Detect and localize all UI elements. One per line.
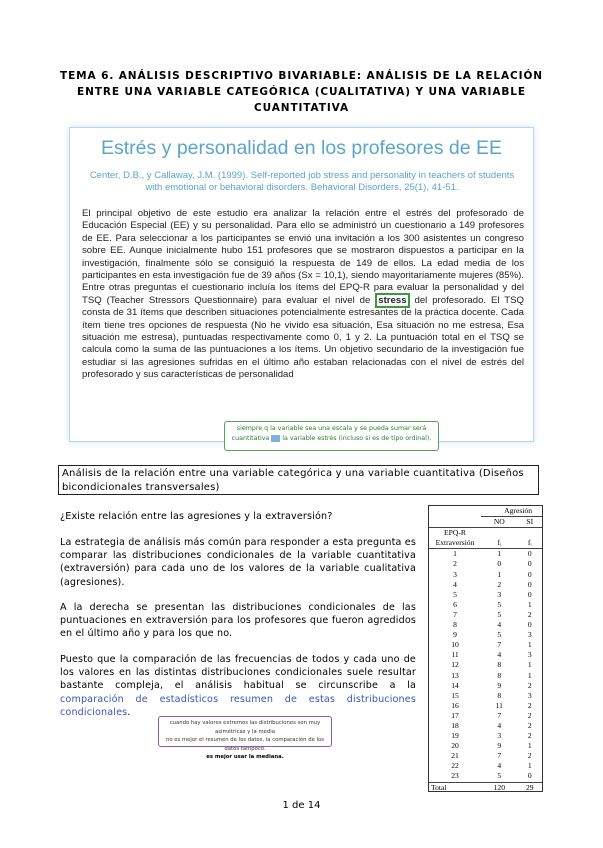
group-header: Agresión bbox=[481, 506, 542, 517]
table-cell-x: 20 bbox=[451, 741, 459, 751]
table-cell-si: 0 bbox=[527, 559, 532, 569]
table-cell-no: 0 bbox=[497, 559, 502, 569]
table-cell-no: 8 bbox=[497, 690, 502, 700]
table-cell-x: 3 bbox=[453, 569, 457, 579]
table-row bbox=[429, 570, 542, 580]
table-cell-no: 11 bbox=[495, 700, 503, 710]
table-cell-x: 8 bbox=[453, 620, 457, 630]
paragraph-3 bbox=[60, 653, 416, 719]
green-annotation-note bbox=[224, 421, 439, 451]
title-line-2: ENTRE UNA VARIABLE CATEGÓRICA (CUALITATIVA) Y UNA VARIABLE bbox=[77, 86, 526, 98]
table-cell-x: 15 bbox=[451, 690, 459, 700]
row-header-extraversion: Extraversión bbox=[435, 538, 475, 548]
table-cell-si: 2 bbox=[527, 720, 532, 730]
table-cell-si: 3 bbox=[527, 690, 532, 700]
table-cell-no: 5 bbox=[497, 630, 502, 640]
table-row bbox=[429, 590, 542, 600]
green-note-line-1: siempre q la variable sea una escala y se pueda sumar será bbox=[236, 425, 427, 432]
table-row bbox=[429, 600, 542, 610]
table-row bbox=[429, 559, 542, 569]
table-cell-x: 23 bbox=[451, 771, 459, 781]
document-title bbox=[60, 68, 543, 116]
table-cell-si: 1 bbox=[527, 741, 532, 751]
table-cell-x: 6 bbox=[453, 599, 457, 609]
row-header-epqr: EPQ-R bbox=[444, 528, 466, 538]
table-row bbox=[429, 650, 542, 660]
table-cell-no: 5 bbox=[497, 609, 502, 619]
table-cell-si: 0 bbox=[527, 589, 532, 599]
table-cell-no: 4 bbox=[497, 761, 502, 771]
table-cell-x: 5 bbox=[453, 589, 457, 599]
frequency-table bbox=[428, 505, 543, 792]
table-cell-x: 19 bbox=[451, 731, 459, 741]
table-row bbox=[429, 761, 542, 771]
table-cell-si: 2 bbox=[527, 710, 532, 720]
table-row bbox=[429, 610, 542, 620]
table-cell-x: 1 bbox=[453, 549, 457, 559]
table-row bbox=[429, 681, 542, 691]
page-number: 1 de 14 bbox=[282, 800, 321, 811]
question-text: ¿Existe relación entre las agresiones y la extraversión? bbox=[60, 511, 333, 522]
table-cell-x: 18 bbox=[451, 720, 459, 730]
table-cell-si: 2 bbox=[527, 700, 532, 710]
table-cell-no: 5 bbox=[497, 771, 502, 781]
purple-note-line-3: es mejor usar la mediana. bbox=[206, 754, 284, 760]
table-cell-x: 7 bbox=[453, 609, 457, 619]
table-row bbox=[429, 711, 542, 721]
table-row bbox=[429, 731, 542, 741]
table-cell-no: 4 bbox=[497, 650, 502, 660]
table-cell-no: 8 bbox=[497, 670, 502, 680]
table-cell-si: 0 bbox=[527, 620, 532, 630]
table-cell-si: 2 bbox=[527, 731, 532, 741]
table-cell-si: 1 bbox=[527, 670, 532, 680]
column-header-si: SI bbox=[526, 517, 534, 527]
table-cell-x: 2 bbox=[453, 559, 457, 569]
table-cell-x: 12 bbox=[451, 660, 459, 670]
table-cell-si: 1 bbox=[527, 640, 532, 650]
table-cell-si: 1 bbox=[527, 599, 532, 609]
table-cell-no: 5 bbox=[497, 599, 502, 609]
table-cell-x: 4 bbox=[453, 579, 457, 589]
table-row bbox=[429, 671, 542, 681]
table-row bbox=[429, 640, 542, 650]
table-row bbox=[429, 751, 542, 761]
table-cell-no: 4 bbox=[497, 620, 502, 630]
table-cell-si: 2 bbox=[527, 680, 532, 690]
table-cell-x: 17 bbox=[451, 710, 459, 720]
table-body bbox=[429, 549, 542, 782]
table-cell-si: 1 bbox=[527, 761, 532, 771]
table-cell-si: 0 bbox=[527, 569, 532, 579]
paper-body-part-2: del profesorado. El TSQ consta de 31 ítems que describen situaciones potencialmente estresantes de la práctica docente. Cada ítem tiene tres opciones de respuesta (No he vivido esa situación, Esa situación no me estresa, Esa situación me estresa), puntuadas respectivamente como 0, 1 y 2. La puntuación total en el TSQ se calcula como la suma de las puntuaciones a los ítems. Un objetivo secundario de la investigación fue estudiar si las agresiones sufridas en el último año estaban relacionadas con el nivel de estrés del profesorado y sus características de personalidad bbox=[82, 294, 524, 381]
purple-annotation-note bbox=[158, 716, 332, 760]
table-row bbox=[429, 701, 542, 711]
table-row bbox=[429, 771, 542, 782]
table-row bbox=[429, 660, 542, 670]
table-cell-no: 2 bbox=[497, 579, 502, 589]
green-note-line-2b: la variable estrés (incluso si es de tipo ordinal). bbox=[280, 435, 432, 442]
paragraph-3-end: . bbox=[127, 706, 131, 718]
table-row bbox=[429, 741, 542, 751]
table-cell-si: 2 bbox=[527, 751, 532, 761]
table-row bbox=[429, 620, 542, 630]
arrow-icon bbox=[271, 435, 280, 442]
table-cell-x: 13 bbox=[451, 670, 459, 680]
table-cell-si: 3 bbox=[527, 630, 532, 640]
green-note-line-2a: cuantitativa bbox=[231, 435, 272, 442]
paper-reference bbox=[82, 170, 522, 194]
table-cell-no: 3 bbox=[497, 589, 502, 599]
table-cell-no: 9 bbox=[497, 680, 502, 690]
paper-excerpt-box bbox=[69, 127, 534, 442]
table-cell-no: 7 bbox=[497, 751, 502, 761]
table-row bbox=[429, 580, 542, 590]
table-cell-no: 7 bbox=[497, 710, 502, 720]
table-cell-no: 9 bbox=[497, 741, 502, 751]
table-cell-no: 1 bbox=[497, 549, 502, 559]
table-row bbox=[429, 721, 542, 731]
purple-note-line-1: cuando hay valores extremos las distribuciones son muy asimétricas y la media bbox=[169, 720, 321, 735]
total-si: 29 bbox=[526, 782, 534, 792]
table-cell-si: 2 bbox=[527, 609, 532, 619]
table-cell-no: 3 bbox=[497, 731, 502, 741]
table-row bbox=[429, 549, 542, 560]
paragraph-3-text: Puesto que la comparación de las frecuencias de todos y cada uno de los valores en las distintas distribuciones condicionales suele resultar bastante compleja, el análisis habitual se circunscribe a la bbox=[60, 654, 416, 692]
title-line-1: TEMA 6. ANÁLISIS DESCRIPTIVO BIVARIABLE: ANÁLISIS DE LA RELACIÓN bbox=[60, 70, 543, 82]
table-cell-si: 0 bbox=[527, 549, 532, 559]
table-cell-no: 4 bbox=[497, 720, 502, 730]
table-cell-x: 11 bbox=[451, 650, 459, 660]
table-cell-no: 8 bbox=[497, 660, 502, 670]
table-cell-x: 14 bbox=[451, 680, 459, 690]
highlighted-word: stress bbox=[375, 293, 409, 308]
table-cell-si: 0 bbox=[527, 579, 532, 589]
paragraph-3-emphasis: comparación de estadísticos resumen de estas distribuciones condicionales bbox=[60, 693, 416, 718]
purple-note-line-2: no es mejor el resumen de los datos, la comparación de los datos tampoco. bbox=[166, 737, 324, 752]
table-cell-no: 1 bbox=[497, 569, 502, 579]
total-no: 120 bbox=[493, 782, 505, 792]
table-row bbox=[429, 630, 542, 640]
table-cell-x: 9 bbox=[453, 630, 457, 640]
paper-reference-line-2: with emotional or behavioral disorders. Behavioral Disorders, 25(1), 41-51. bbox=[145, 182, 459, 193]
title-line-3: CUANTITATIVA bbox=[254, 102, 349, 114]
freq-label-si: fᵢ bbox=[527, 538, 532, 548]
table-cell-si: 0 bbox=[527, 771, 532, 781]
table-row bbox=[429, 691, 542, 701]
freq-label-no: fᵢ bbox=[497, 538, 502, 548]
table-cell-x: 16 bbox=[451, 700, 459, 710]
paragraph-1: La estrategia de análisis más común para responder a esta pregunta es comparar las distribuciones condicionales de la variable cuantitativa (extraversión) para cada uno de los valores de la variable cualitativa (agresiones). bbox=[60, 537, 416, 588]
table-cell-si: 3 bbox=[527, 650, 532, 660]
table-cell-si: 1 bbox=[527, 660, 532, 670]
table-cell-x: 21 bbox=[451, 751, 459, 761]
table-cell-x: 10 bbox=[451, 640, 459, 650]
paper-title: Estrés y personalidad en los profesores de EE bbox=[100, 137, 503, 159]
paper-body-part-1: El principal objetivo de este estudio era analizar la relación entre el estrés del profesorado de Educación Especial (EE) y su personalidad. Para ello se administró un cuestionario a 149 profesores de EE. Para seleccionar a los participantes se envió una invitación a los 300 asistentes un congreso sobre EE. Aunque inicialmente hubo 151 profesores que se mostraron dispuestos a participar en la investigación, finalmente sólo se consiguió la respuesta de 149 de ellos. La edad media de los participantes en esta investigación fue de 39 años (Sx = 10,1), siendo mayoritariamente mujeres (85%). Entre otras preguntas el cuestionario incluía los ítems del EPQ-R para evaluar la personalidad y del TSQ (Teacher Stressors Questionnaire) para evaluar el nivel de bbox=[82, 208, 524, 306]
table-cell-no: 7 bbox=[497, 640, 502, 650]
table-cell-x: 22 bbox=[451, 761, 459, 771]
paragraph-2: A la derecha se presentan las distribuciones condicionales de las puntuaciones en extraversión para los profesores que fueron agredidos en el último año y para los que no. bbox=[60, 602, 416, 640]
total-label: Total bbox=[431, 782, 447, 792]
section-header-box: Análisis de la relación entre una variable categórica y una variable cuantitativa (Diseños bicondicionales transversales) bbox=[58, 465, 539, 495]
paper-body bbox=[82, 208, 524, 382]
column-header-no: NO bbox=[493, 517, 505, 527]
paper-reference-line-1: Center, D.B., y Callaway, J.M. (1999). Self-reported job stress and personality in teachers of students bbox=[89, 170, 515, 181]
